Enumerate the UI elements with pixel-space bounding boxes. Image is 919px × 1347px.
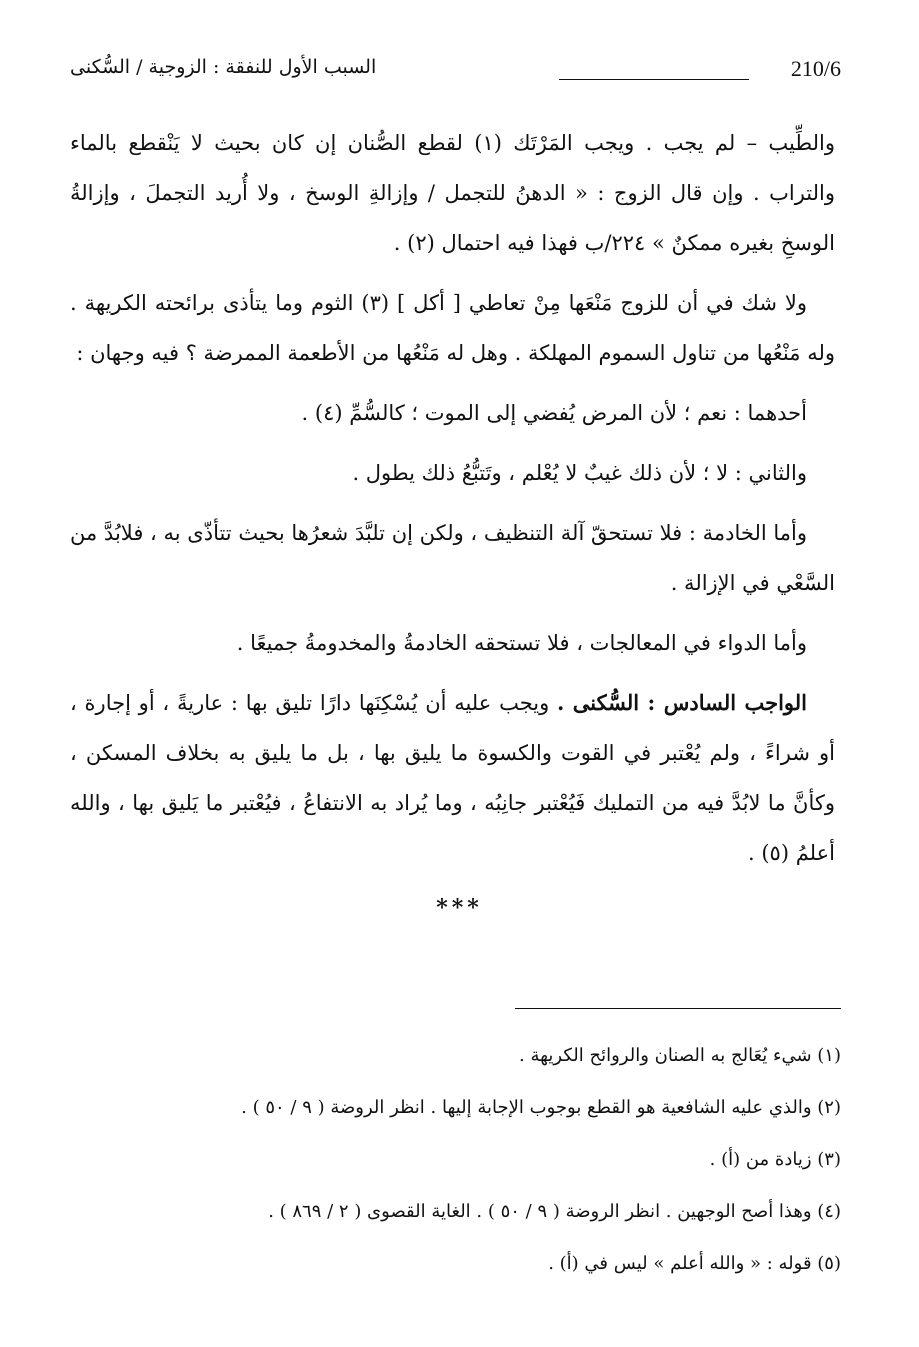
footnote: (١) شيء يُعَالج به الصنان والروائح الكريهة . <box>519 1045 841 1066</box>
page-number: 210/6 <box>790 56 841 81</box>
paragraph: والطِّيب – لم يجب . ويجب المَرْتَك (١) لقطع الصُّنان إن كان بحيث لا يَنْقطع بالماء والتراب . وإن قال الزوج : « الدهنُ للتجمل / وإزالةِ الوسخ ، ولا أُريد التجملَ ، وإزالةُ الوسخِ بغيره ممكنٌ » ٢٢٤/ب فهذا فيه احتمال (٢) . <box>70 131 835 255</box>
paragraph <box>70 678 835 878</box>
footnote-rule <box>515 1008 841 1009</box>
footnote: (٢) والذي عليه الشافعية هو القطع بوجوب الإجابة إليها . انظر الروضة ( ٩ / ٥٠ ) . <box>241 1097 841 1118</box>
footnote: (٤) وهذا أصح الوجهين . انظر الروضة ( ٩ / ٥٠ ) . الغاية القصوى ( ٢ / ٨٦٩ ) . <box>268 1201 841 1222</box>
page-header <box>70 56 841 92</box>
paragraph: وأما الدواء في المعالجات ، فلا تستحقه الخادمةُ والمخدومةُ جميعًا . <box>236 631 807 655</box>
header-rule <box>559 79 749 80</box>
paragraph: وأما الخادمة : فلا تستحقّ آلة التنظيف ، ولكن إن تلبَّدَ شعرُها بحيث تتأذّى به ، فلابُدَّ من السَّعْي في الإزالة . <box>70 521 835 595</box>
section-separator: *** <box>436 895 483 921</box>
footnote: (٥) قوله : « والله أعلم » ليس في (أ) . <box>548 1253 841 1274</box>
paragraph: ولا شك في أن للزوج مَنْعَها مِنْ تعاطي [ أكل ] (٣) الثوم وما يتأذى برائحته الكريهة . وله مَنْعُها من تناول السموم المهلكة . وهل له مَنْعُها من الأطعمة الممرضة ؟ فيه وجهان : <box>70 291 835 365</box>
running-title: السبب الأول للنفقة : الزوجية / السُّكنى <box>70 56 377 78</box>
paragraph: أحدهما : نعم ؛ لأن المرض يُفضي إلى الموت ؛ كالسُّمِّ (٤) . <box>301 401 807 425</box>
main-text <box>70 118 835 888</box>
paragraph: والثاني : لا ؛ لأن ذلك غيبٌ لا يُعْلم ، وتَتبُّعُ ذلك يطول . <box>352 461 807 485</box>
footnotes <box>70 1030 841 1290</box>
paragraph-text: ويجب عليه أن يُسْكِنَها دارًا تليق بها : عاريةً ، أو إجارة ، أو شراءً ، ولم يُعْتبر في القوت والكسوة ما يليق بها ، بل ما يليق به بخلاف المسكن ، وكأنَّ ما لابُدَّ فيه من التمليك فَيُعْتبر جانِبُه ، وما يُراد به الانتفاعُ ، فيُعْتبر ما يَليق بها ، والله أعلمُ (٥) . <box>70 691 835 865</box>
section-heading: الواجب السادس : السُّكنى . <box>557 690 807 715</box>
footnote: (٣) زيادة من (أ) . <box>709 1149 841 1170</box>
